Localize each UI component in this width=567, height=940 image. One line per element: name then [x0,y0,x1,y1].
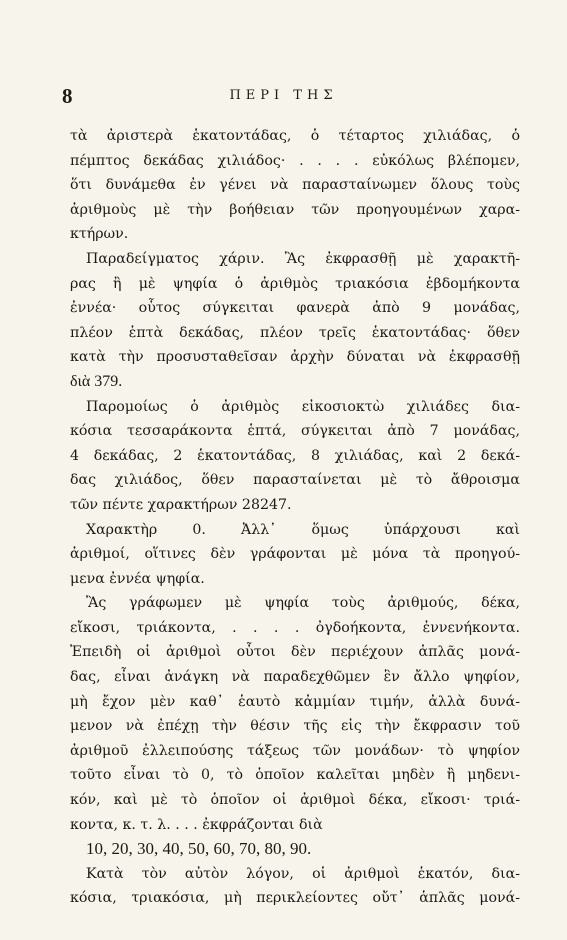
text-line: ρας ἢ μὲ ψηφία ὁ ἀριθμὸς τριακόσια ἑβδομήκοντα [70,275,520,292]
text-line: δας χιλιάδος, ὅθεν παρασταίνεται μὲ τὸ ἄθροισμα [70,472,520,489]
text-line: μὴ ἔχον μὲν καθ᾽ ἑαυτὸ κἀμμίαν τιμήν, ἀλλὰ δυνά- [70,693,520,710]
text-line: μενα ἐννέα ψηφία. [70,570,205,587]
text-line: τὰ ἀριστερὰ ἑκατοντάδας, ὁ τέταρτος χιλιάδας, ὁ [70,128,520,144]
text-line: Κατὰ τὸν αὐτὸν λόγον, οἱ ἀριθμοὶ ἑκατόν, δια- [86,865,520,882]
text-line: ἀριθμοῦ ἐλλειπούσης τάξεως τῶν μονάδων· τὸ ψηφίον [70,742,520,759]
text-line: δας, εἶναι ἀνάγκη νὰ παραδεχθῶμεν ἓν ἄλλο ψηφίον, [70,669,520,686]
text-line: κόσια τεσσαράκοντα ἑπτά, σύγκειται ἀπὸ 7 μονάδας, [70,423,520,440]
text-line: κατὰ τὴν προσυσταθεῖσαν ἀρχὴν δύναται νὰ ἐκφρασθῇ [70,349,520,366]
section-heading-line: Χαρακτὴρ 0. Ἀλλ᾽ ὅμως ὑπάρχουσι καὶ [86,521,520,538]
text-line: κτήρων. [70,226,129,243]
running-title: ΠΕΡΙ ΤΗΣ [229,88,338,103]
text-line: κόσια, τριακόσια, μὴ περικλείοντες οὔτ᾽ ἁπλᾶς μονά- [70,890,520,907]
text-line: Ἂς γράφωμεν μὲ ψηφία τοὺς ἀριθμούς, δέκα, [86,595,520,612]
text-line: Παρομοίως ὁ ἀριθμὸς εἰκοσιοκτὼ χιλιάδες δια- [86,398,520,415]
digits-line: 10, 20, 30, 40, 50, 60, 70, 80, 90. [86,839,312,859]
text-line: Ἐπειδὴ οἱ ἀριθμοὶ οὗτοι δὲν περιέχουν ἁπλᾶς μονά- [70,644,520,661]
page-header [0,84,567,114]
text-line: ἀριθμοὺς μὲ τὴν βοήθειαν τῶν προηγουμένων χαρα- [70,201,520,218]
text-line: μενον νὰ ἐπέχῃ τὴν θέσιν τῆς εἰς τὴν ἔκφρασιν τοῦ [70,718,520,735]
text-line: τοῦτο εἶναι τὸ 0, τὸ ὁποῖον καλεῖται μηδὲν ἢ μηδενι- [70,767,520,784]
text-line: πέμπτος δεκάδας χιλιάδος· . . . . εὐκόλως βλέπομεν, [70,152,520,169]
text-line: κοντα, κ. τ. λ. . . . ἐκφράζονται διὰ [70,816,323,833]
text-line: κόν, καὶ μὲ τὸ ὁποῖον οἱ ἀριθμοὶ δέκα, εἴκοσι· τριά- [70,792,520,809]
text-line: διὰ 379. [70,372,123,390]
text-line: ἐννέα· οὗτος σύγκειται φανερὰ ἀπὸ 9 μονάδας, [70,300,520,317]
text-line: ὅτι δυνάμεθα ἐν γένει νὰ παρασταίνωμεν ὅλους τοὺς [70,177,520,194]
text-line: Παραδείγματος χάριν. Ἂς ἐκφρασθῇ μὲ χαρακτῆ- [86,250,520,267]
text-line: τῶν πέντε χαρακτήρων 28247. [70,496,292,513]
text-line: εἴκοσι, τριάκοντα, . . . . ὀγδοήκοντα, ἐννενήκοντα. [70,619,520,636]
text-line: ἀριθμοί, οἵτινες δὲν γράφονται μὲ μόνα τὰ προηγού- [70,546,520,563]
text-line: πλέον ἑπτὰ δεκάδας, πλέον τρεῖς ἑκατοντάδας· ὅθεν [70,324,520,341]
page-number: 8 [62,84,73,108]
body-text [70,124,520,911]
text-line: 4 δεκάδας, 2 ἑκατοντάδας, 8 χιλιάδας, καὶ 2 δεκά- [70,447,520,464]
